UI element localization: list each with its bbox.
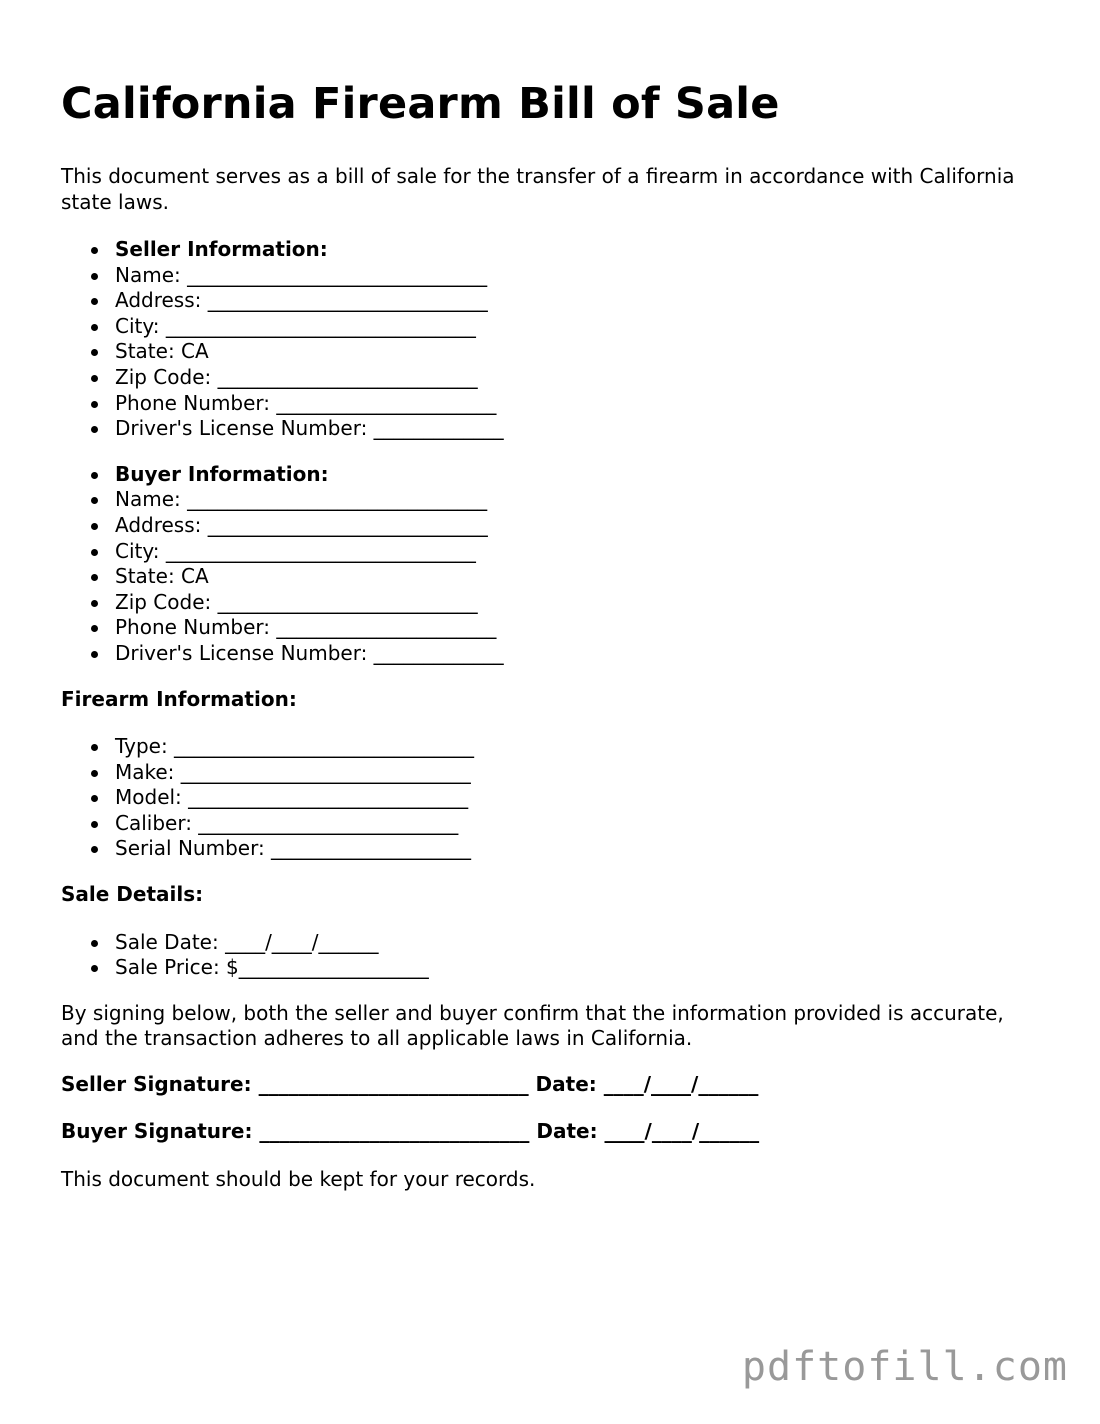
records-note: This document should be kept for your records. [61, 1167, 536, 1192]
seller-license-field[interactable]: Driver's License Number: _____________ [115, 416, 1041, 442]
buyer-name-field[interactable]: Name: ______________________________ [115, 487, 1041, 513]
buyer-state: State: CA [115, 564, 1041, 590]
firearm-serial-field[interactable]: Serial Number: ____________________ [115, 836, 1041, 862]
buyer-information-list [61, 462, 1041, 667]
sale-date-field[interactable]: Sale Date: ____/____/______ [115, 930, 1041, 956]
sale-details-list [61, 930, 1041, 981]
sale-details-heading: Sale Details: [61, 882, 204, 907]
firearm-make-field[interactable]: Make: _____________________________ [115, 760, 1041, 786]
firearm-model-field[interactable]: Model: ____________________________ [115, 785, 1041, 811]
buyer-phone-field[interactable]: Phone Number: ______________________ [115, 615, 1041, 641]
firearm-information-list [61, 734, 1041, 862]
seller-zip-field[interactable]: Zip Code: __________________________ [115, 365, 1041, 391]
buyer-address-field[interactable]: Address: ____________________________ [115, 513, 1041, 539]
intro-paragraph: This document serves as a bill of sale for the transfer of a firearm in accordance with California state laws. [61, 164, 1015, 214]
seller-city-field[interactable]: City: _______________________________ [115, 314, 1041, 340]
watermark: pdftofill.com [741, 1344, 1068, 1390]
buyer-zip-field[interactable]: Zip Code: __________________________ [115, 590, 1041, 616]
document-page [61, 78, 1041, 1193]
firearm-type-field[interactable]: Type: ______________________________ [115, 734, 1041, 760]
seller-information-list [61, 237, 1041, 442]
firearm-caliber-field[interactable]: Caliber: __________________________ [115, 811, 1041, 837]
seller-signature-line[interactable]: Seller Signature: ___________________________ Date: ____/____/______ [61, 1071, 759, 1096]
buyer-city-field[interactable]: City: _______________________________ [115, 539, 1041, 565]
document-title: California Firearm Bill of Sale [61, 79, 780, 129]
seller-name-field[interactable]: Name: ______________________________ [115, 263, 1041, 289]
confirmation-paragraph: By signing below, both the seller and buyer confirm that the information provided is accurate, and the transaction adheres to all applicable laws in California. [61, 1000, 1004, 1051]
buyer-signature-line[interactable]: Buyer Signature: ___________________________ Date: ____/____/______ [61, 1119, 760, 1144]
sale-price-field[interactable]: Sale Price: $___________________ [115, 955, 1041, 981]
seller-phone-field[interactable]: Phone Number: ______________________ [115, 391, 1041, 417]
buyer-heading: Buyer Information: [115, 462, 1041, 488]
buyer-license-field[interactable]: Driver's License Number: _____________ [115, 641, 1041, 667]
seller-heading: Seller Information: [115, 237, 1041, 263]
seller-state: State: CA [115, 339, 1041, 365]
seller-address-field[interactable]: Address: ____________________________ [115, 288, 1041, 314]
firearm-heading: Firearm Information: [61, 686, 297, 711]
